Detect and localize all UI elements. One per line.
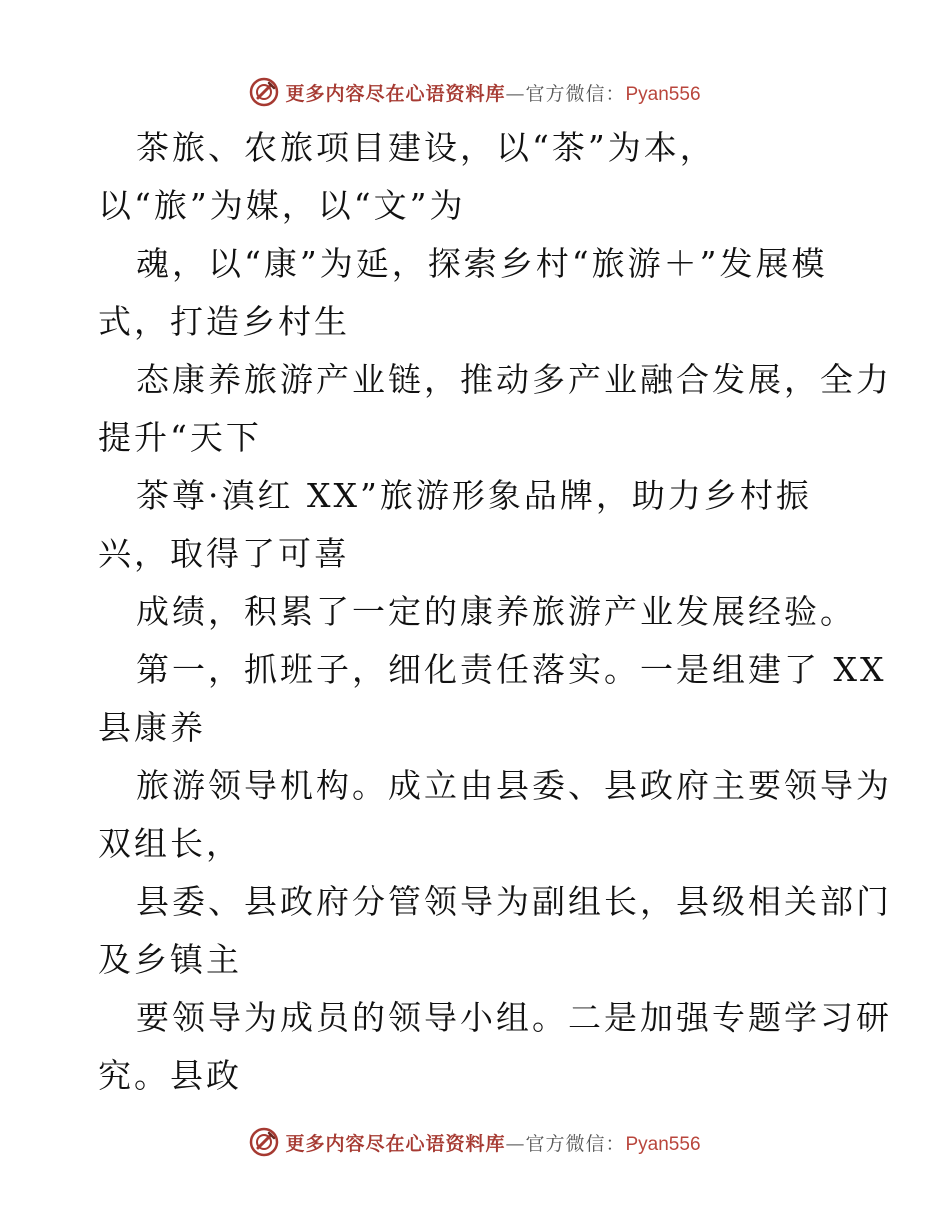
footer-brand [285,1129,700,1156]
text-line: 茶尊·滇红 XX”旅游形象品牌，助力乡村振 [136,476,812,515]
header-separator: — [505,82,526,105]
brand-logo-icon [249,1127,279,1157]
brand-logo-icon [249,77,279,107]
header-wechat-label: 官方微信： [525,82,626,105]
page-footer [0,1122,950,1162]
header-brand [285,79,700,106]
page-header [0,72,950,112]
text-line: 旅游领导机构。成立由县委、县政府主要领导为 [136,766,892,805]
text-line: 提升“天下 [98,418,262,457]
text-line: 以“旅”为媒，以“文”为 [98,186,466,225]
text-line: 成绩，积累了一定的康养旅游产业发展经验。 [136,592,856,631]
header-brand-text: 更多内容尽在心语资料库 [285,82,506,105]
text-line: 兴，取得了可喜 [98,534,350,573]
text-line: 及乡镇主 [98,940,242,979]
footer-account: Pyan556 [625,1133,701,1155]
text-line: 茶旅、农旅项目建设，以“茶”为本， [136,128,716,167]
text-line: 式，打造乡村生 [98,302,350,341]
text-line: 县康养 [98,708,206,747]
footer-separator: — [505,1132,526,1155]
text-line: 究。县政 [98,1056,242,1095]
footer-brand-text: 更多内容尽在心语资料库 [285,1132,506,1155]
text-line: 要领导为成员的领导小组。二是加强专题学习研 [136,998,892,1037]
header-account: Pyan556 [625,83,701,105]
text-line: 第一，抓班子，细化责任落实。一是组建了 XX [136,650,887,689]
text-line: 双组长， [98,824,242,863]
footer-wechat-label: 官方微信： [525,1132,626,1155]
text-line: 态康养旅游产业链，推动多产业融合发展，全力 [136,360,892,399]
text-line: 县委、县政府分管领导为副组长，县级相关部门 [136,882,892,921]
text-line: 魂，以“康”为延，探索乡村“旅游＋”发展模 [136,244,828,283]
